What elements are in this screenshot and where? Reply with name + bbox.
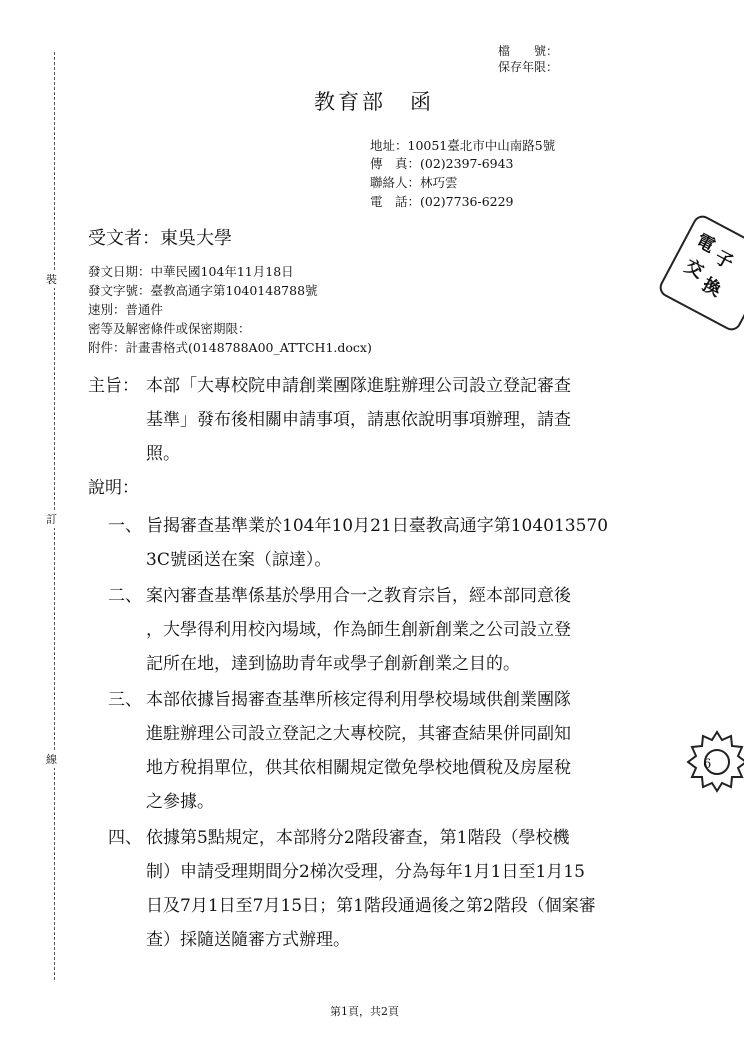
recipient: 受文者：東吳大學 — [88, 228, 232, 249]
explanation-label: 說明： — [88, 478, 139, 498]
binding-mark-ding: 訂 — [46, 513, 57, 526]
retention-period-label: 保存年限： — [498, 60, 559, 74]
item-line: 依據第5點規定，本部將分2階段審查，第1階段（學校機 — [146, 828, 570, 848]
stamp-char: 子 — [710, 246, 737, 274]
file-number-label: 檔 號： — [498, 44, 559, 58]
item-line: 案內審查基準係基於學用合一之教育宗旨，經本部同意後 — [146, 586, 571, 606]
item-line: 日及7月1日至7月15日；第1階段通過後之第2階段（個案審 — [146, 896, 596, 916]
sender-contact: 聯絡人：林巧雲 — [370, 175, 458, 190]
item-number: 二、 — [108, 586, 142, 606]
item-line: 之參據。 — [146, 792, 214, 812]
item-number: 三、 — [108, 690, 142, 710]
item-line: ，大學得利用校內場域，作為師生創新創業之公司設立登 — [146, 620, 571, 640]
item-line: 進駐辦理公司設立登記之大專校院，其審查結果併同副知 — [146, 724, 571, 744]
sender-phone: 電 話：(02)7736-6229 — [370, 194, 514, 209]
item-number: 一、 — [108, 516, 142, 536]
sender-fax: 傳 真：(02)2397-6943 — [370, 156, 514, 171]
page-footer: 第1頁，共2頁 — [330, 1005, 399, 1018]
binding-mark-zhuang: 裝 — [46, 273, 57, 286]
issue-date: 發文日期：中華民國104年11月18日 — [88, 264, 294, 279]
item-line: 制）申請受理期間分2梯次受理，分為每年1月1日至1月15 — [146, 862, 585, 882]
item-line: 記所在地，達到協助青年或學子創新創業之目的。 — [146, 654, 520, 674]
gear-stamp-icon — [684, 728, 744, 794]
stamp-char: 換 — [698, 274, 725, 302]
delivery-speed: 速別：普通件 — [88, 302, 164, 317]
item-line: 3C號函送在案（諒達）。 — [146, 550, 332, 570]
secrecy-level: 密等及解密條件或保密期限： — [88, 321, 251, 336]
item-line: 旨揭審查基準業於104年10月21日臺教高通字第104013570 — [146, 516, 609, 536]
item-line: 地方稅捐單位，供其依相關規定徵免學校地價稅及房屋稅 — [146, 758, 571, 778]
document-number: 發文字號：臺教高通字第1040148788號 — [88, 283, 318, 298]
sender-address: 地址：10051臺北市中山南路5號 — [370, 138, 556, 153]
item-line: 本部依據旨揭審查基準所核定得利用學校場域供創業團隊 — [146, 690, 571, 710]
stamp-char: 交 — [681, 255, 707, 283]
subject-line: 基準」發布後相關申請事項，請惠依說明事項辦理，請查 — [146, 410, 571, 430]
stamp-char: 電 — [692, 230, 719, 258]
subject-line: 本部「大專校院申請創業團隊進駐辦理公司設立登記審查 — [146, 376, 571, 396]
electronic-exchange-stamp — [656, 212, 744, 334]
page-title: 教育部 函 — [314, 90, 434, 114]
attachment-link[interactable]: 附件：計畫書格式(0148788A00_ATTCH1.docx) — [88, 340, 372, 355]
item-number: 四、 — [108, 828, 142, 848]
subject-line: 照。 — [146, 444, 180, 464]
binding-mark-xian: 線 — [46, 753, 57, 766]
item-line: 查）採隨送隨審方式辦理。 — [146, 930, 350, 950]
gear-stamp-number: 6 — [703, 757, 712, 772]
subject-label: 主旨： — [88, 376, 139, 396]
